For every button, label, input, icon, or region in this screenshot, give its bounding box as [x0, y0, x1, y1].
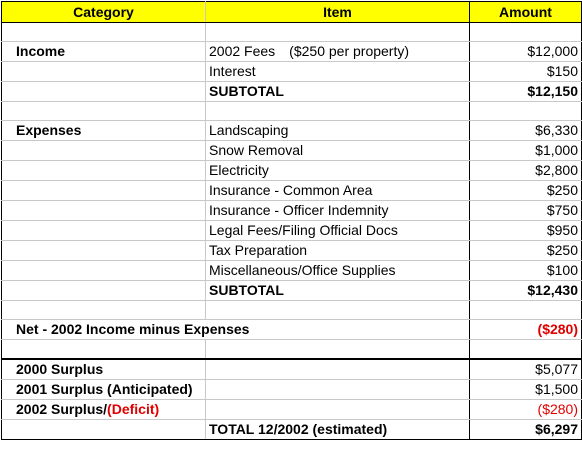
expense-amount: $100 [470, 261, 582, 281]
deficit-label: (Deficit) [107, 401, 160, 417]
income-row [2, 42, 582, 62]
income-amount: $12,000 [470, 42, 582, 62]
income-row [2, 62, 582, 82]
income-amount: $150 [470, 62, 582, 82]
surplus-row [2, 380, 582, 400]
expense-row [2, 261, 582, 281]
expenses-label: Expenses [2, 121, 206, 141]
income-item: Interest [206, 62, 470, 82]
budget-table [1, 1, 582, 440]
net-label: Net - 2002 Income minus Expenses [2, 320, 470, 340]
expenses-subtotal-row [2, 281, 582, 301]
item-column-header: Item [206, 2, 470, 23]
income-item-label: 2002 Fees [209, 43, 276, 59]
income-subtotal-row [2, 82, 582, 102]
expense-item: Tax Preparation [206, 241, 470, 261]
expense-item: Snow Removal [206, 141, 470, 161]
income-item [206, 42, 470, 62]
expense-row [2, 201, 582, 221]
expense-item: Electricity [206, 161, 470, 181]
income-item-note: ($250 per property) [289, 43, 410, 59]
income-subtotal-label: SUBTOTAL [206, 82, 470, 102]
expense-row [2, 241, 582, 261]
income-label: Income [2, 42, 206, 62]
expense-item: Miscellaneous/Office Supplies [206, 261, 470, 281]
blank-row [2, 102, 582, 121]
expense-item: Insurance - Common Area [206, 181, 470, 201]
expense-item: Insurance - Officer Indemnity [206, 201, 470, 221]
expense-item: Legal Fees/Filing Official Docs [206, 221, 470, 241]
expense-row [2, 221, 582, 241]
surplus-label: 2001 Surplus (Anticipated) [2, 380, 206, 400]
surplus-row [2, 400, 582, 420]
blank-row [2, 340, 582, 360]
net-amount: ($280) [470, 320, 582, 340]
surplus-amount: $1,500 [470, 380, 582, 400]
surplus-label: 2000 Surplus [2, 359, 206, 380]
expense-amount: $250 [470, 181, 582, 201]
expenses-subtotal-amount: $12,430 [470, 281, 582, 301]
blank-row [2, 301, 582, 320]
expense-row [2, 181, 582, 201]
total-row [2, 420, 582, 440]
income-subtotal-amount: $12,150 [470, 82, 582, 102]
net-row [2, 320, 582, 340]
surplus-row [2, 359, 582, 380]
expense-amount: $2,800 [470, 161, 582, 181]
expense-amount: $1,000 [470, 141, 582, 161]
header-row [2, 2, 582, 23]
surplus-label-text: 2002 Surplus/ [16, 401, 108, 417]
category-column-header: Category [2, 2, 206, 23]
blank-row [2, 23, 582, 42]
expense-amount: $950 [470, 221, 582, 241]
total-amount: $6,297 [470, 420, 582, 440]
expense-item: Landscaping [206, 121, 470, 141]
surplus-amount: ($280) [470, 400, 582, 420]
surplus-label [2, 400, 206, 420]
expense-row [2, 121, 582, 141]
expenses-subtotal-label: SUBTOTAL [206, 281, 470, 301]
expense-amount: $750 [470, 201, 582, 221]
expense-amount: $6,330 [470, 121, 582, 141]
surplus-amount: $5,077 [470, 359, 582, 380]
expense-row [2, 141, 582, 161]
expense-row [2, 161, 582, 181]
amount-column-header: Amount [470, 2, 582, 23]
total-label: TOTAL 12/2002 (estimated) [206, 420, 470, 440]
expense-amount: $250 [470, 241, 582, 261]
